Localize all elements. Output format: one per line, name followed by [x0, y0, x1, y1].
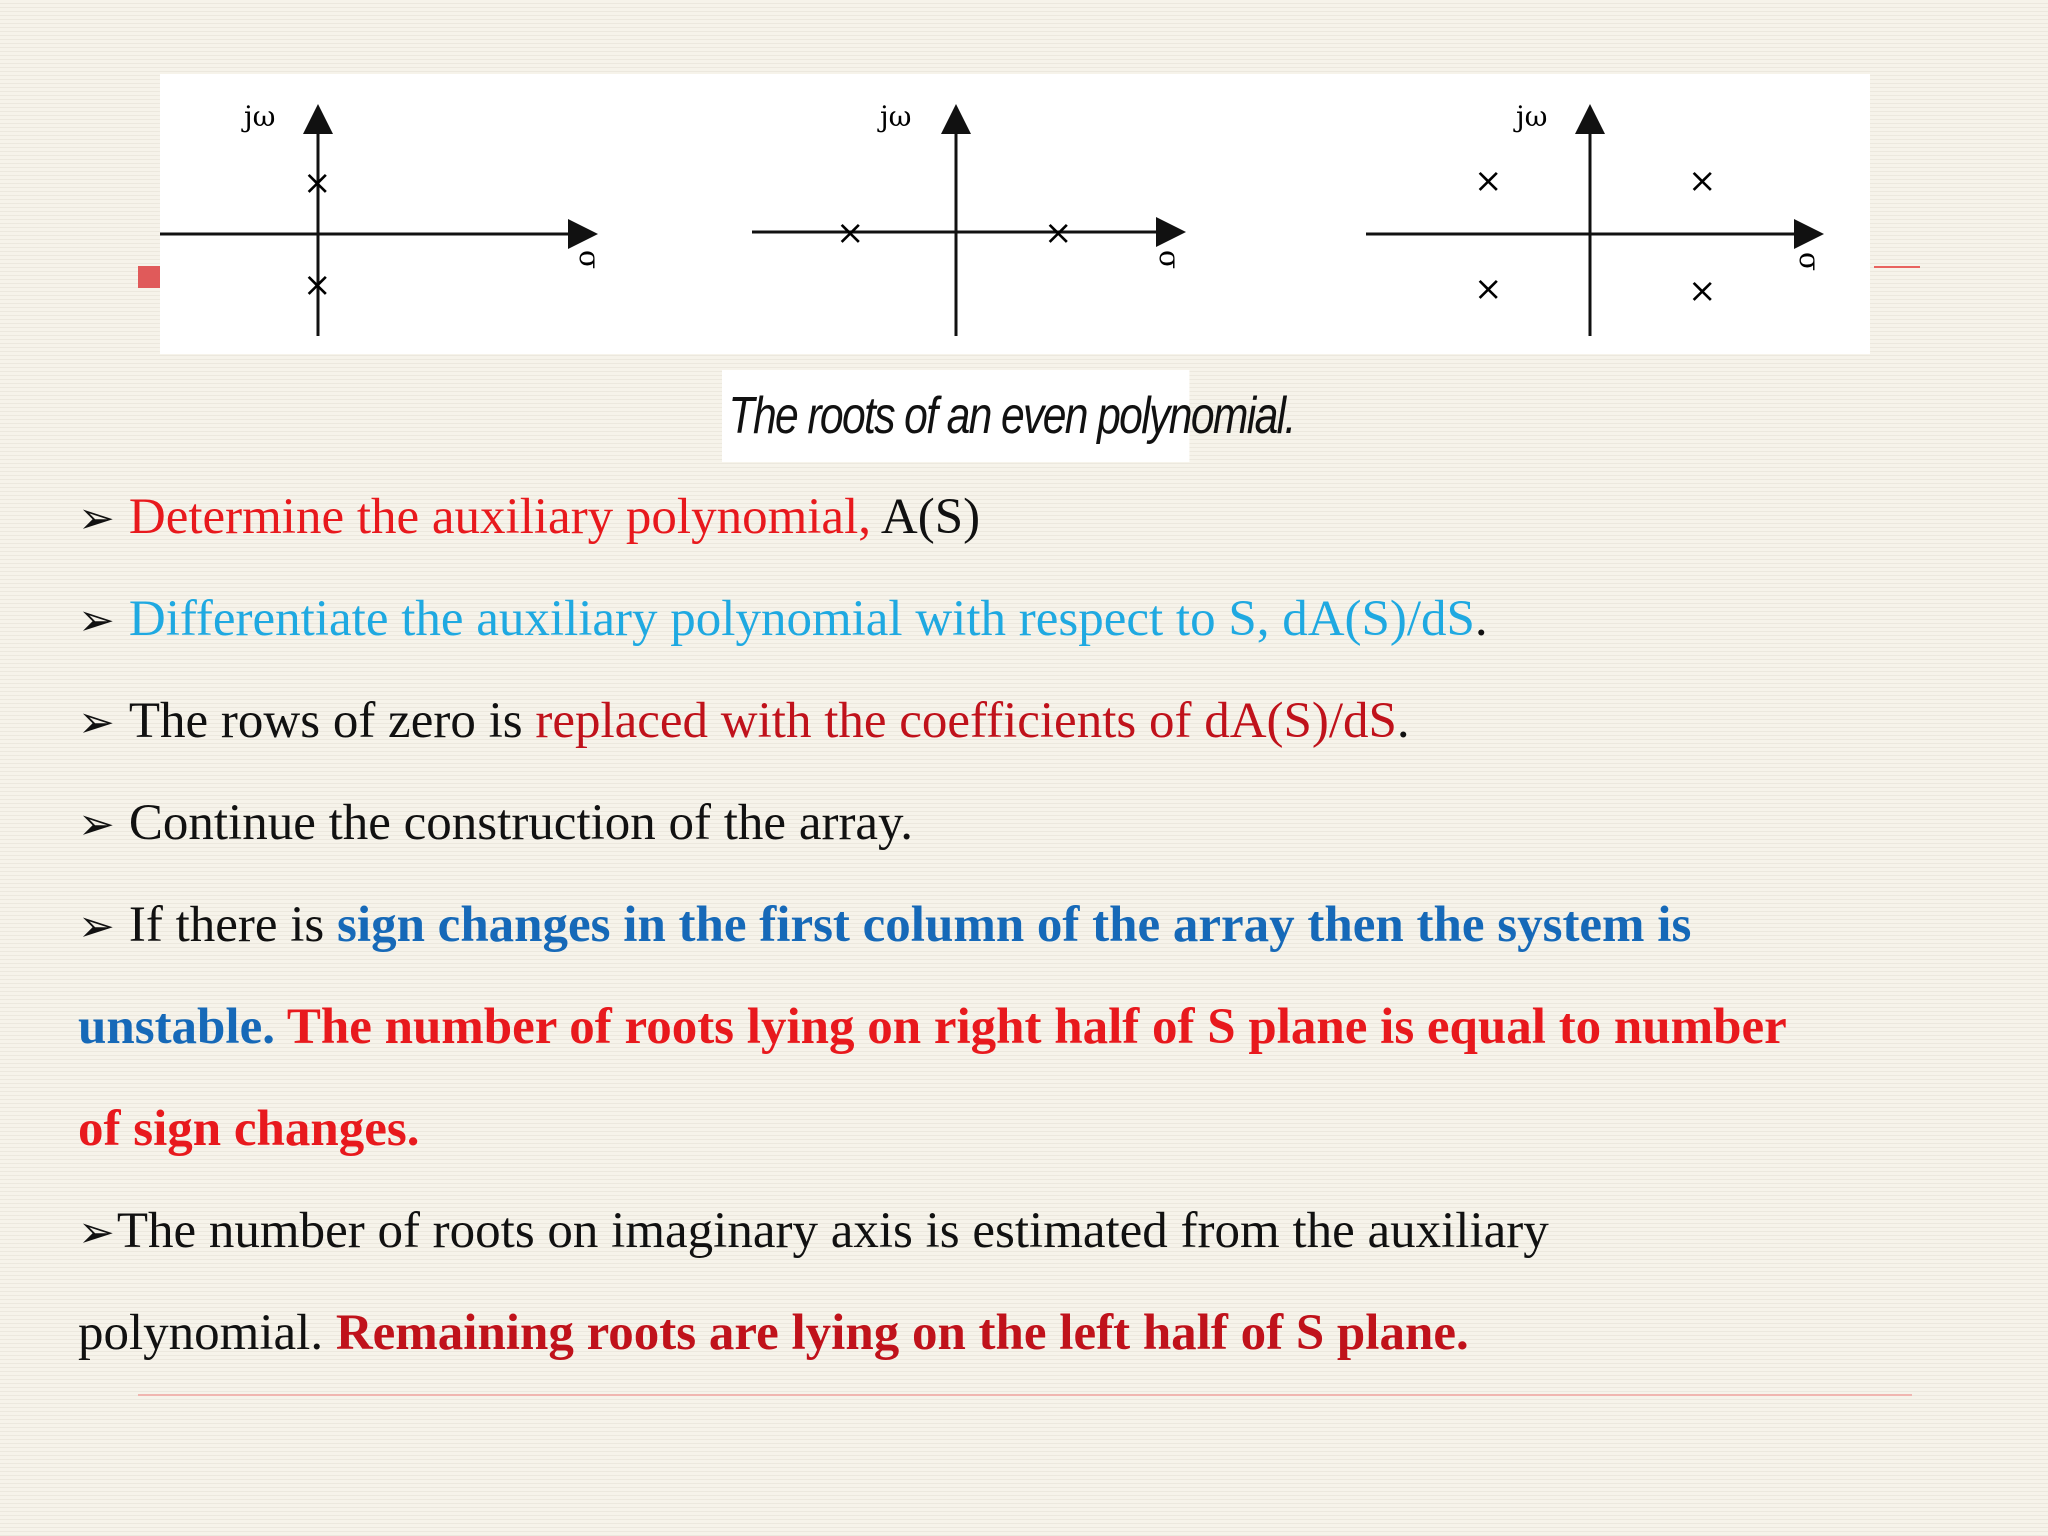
bullet-sign-changes-line3 — [78, 1101, 420, 1157]
bullet-period: . — [1474, 591, 1488, 647]
arrow-bullet-icon: ➢ — [78, 800, 115, 849]
real-axis-label: σ — [573, 250, 606, 270]
bullet-blue-bold-text: unstable. — [78, 999, 275, 1055]
bullet-red-bold-text: Remaining roots are lying on the left half of S plane. — [335, 1305, 1469, 1361]
bullet-period: . — [1396, 693, 1410, 749]
figure-caption: The roots of an even polynomial. — [722, 370, 1189, 462]
bullet-blue-bold-text: sign changes in the first column of the array then the system is — [337, 897, 1692, 953]
arrow-bullet-icon: ➢ — [78, 698, 115, 747]
plot-real-axis-pair — [752, 100, 1186, 336]
bullet-determine-aux — [78, 489, 981, 545]
bullet-differentiate — [78, 591, 1488, 647]
bullet-continue-array — [78, 795, 913, 851]
plot-quadrantal-quad — [1366, 100, 1826, 336]
arrow-bullet-icon: ➢ — [78, 902, 115, 951]
bullet-red-bold-text: of sign changes. — [78, 1101, 420, 1157]
bullet-black-text: The rows of zero is — [128, 693, 536, 749]
arrow-bullet-icon: ➢ — [78, 1208, 115, 1257]
bullet-black-text: polynomial. — [78, 1305, 336, 1361]
pole-marker: × — [836, 213, 865, 253]
pole-marker: × — [303, 265, 332, 305]
imag-axis-label: jω — [880, 100, 912, 133]
arrow-bullet-icon: ➢ — [78, 494, 115, 543]
real-axis-label: σ — [1793, 252, 1826, 272]
plot-imaginary-axis-pair — [160, 100, 606, 336]
pole-marker: × — [1688, 271, 1717, 311]
slide-bullet-square — [138, 266, 160, 288]
bullet-red-text: replaced with the coefficients of dA(S)/dS — [535, 693, 1397, 749]
root-diagrams — [160, 74, 1870, 354]
imag-axis-label: jω — [244, 100, 276, 133]
bullet-black-text: Continue the construction of the array. — [128, 795, 913, 851]
pole-marker: × — [1474, 269, 1503, 309]
pole-marker: × — [1474, 161, 1503, 201]
bullet-red-text: Determine the auxiliary polynomial, — [128, 489, 871, 545]
root-diagram-panel — [160, 74, 1870, 354]
bullet-sign-changes-line2 — [78, 999, 1787, 1055]
imag-axis-label: jω — [1516, 100, 1548, 133]
bullet-red-bold-text: The number of roots lying on right half of S plane is equal to number — [274, 999, 1787, 1055]
pole-marker: × — [1688, 161, 1717, 201]
bullet-imag-roots-line2 — [78, 1305, 1469, 1361]
title-rule — [1874, 266, 1920, 268]
bullet-sign-changes-line1 — [78, 897, 1692, 953]
pole-marker: × — [303, 163, 332, 203]
real-axis-label: σ — [1153, 250, 1186, 270]
bullet-black-text: If there is — [128, 897, 338, 953]
bullet-black-text: The number of roots on imaginary axis is estimated from the auxiliary — [116, 1203, 1549, 1259]
bullet-replace-zero-row — [78, 693, 1410, 749]
bullet-imag-roots-line1 — [78, 1203, 1549, 1259]
footer-rule — [138, 1394, 1912, 1396]
bullet-black-text: A(S) — [871, 489, 981, 545]
bullet-cyan-text: Differentiate the auxiliary polynomial with respect to S, dA(S)/dS — [128, 591, 1475, 647]
arrow-bullet-icon: ➢ — [78, 596, 115, 645]
pole-marker: × — [1044, 213, 1073, 253]
